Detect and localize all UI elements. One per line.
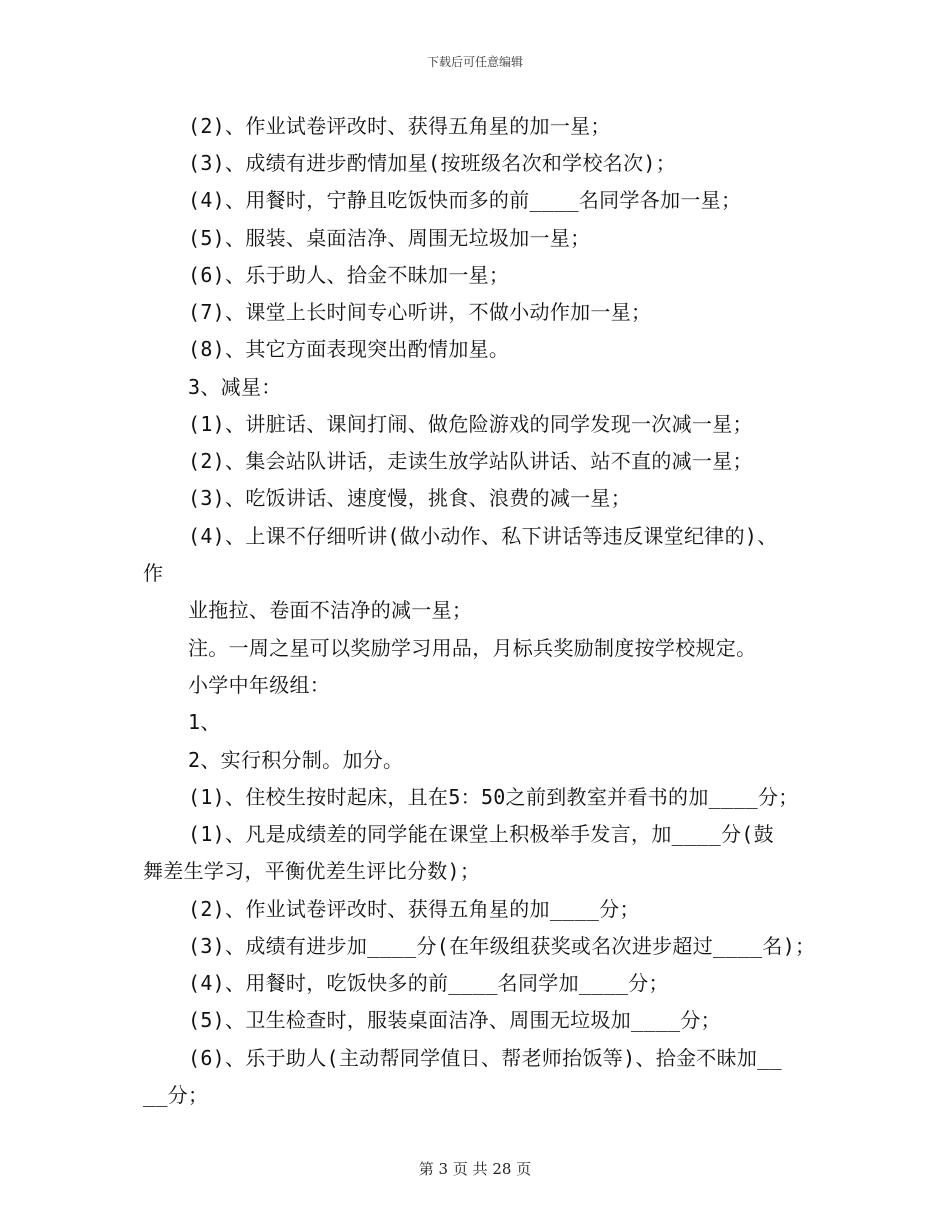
text-line: (4)、上课不仔细听讲(做小动作、私下讲话等违反课堂纪律的)、: [188, 524, 778, 548]
page-header-note: 下载后可任意编辑: [426, 55, 523, 69]
text-line: (5)、服装、桌面洁净、周围无垃圾加一星；: [188, 226, 591, 250]
text-line: (1)、住校生按时起床，且在5：50之前到教室并看书的加____分；: [188, 785, 799, 809]
text-line: (4)、用餐时，吃饭快多的前____名同学加____分；: [188, 971, 669, 995]
text-line: (2)、作业试卷评改时、获得五角星的加____分；: [188, 897, 640, 921]
text-line: (5)、卫生检查时，服装桌面洁净、周围无垃圾加____分；: [188, 1008, 721, 1032]
text-line: (4)、用餐时，宁静且吃饭快而多的前____名同学各加一星；: [188, 188, 742, 212]
page-number: 第 3 页 共 28 页: [418, 1160, 532, 1178]
text-line: 1、: [188, 710, 221, 734]
text-line: 2、实行积分制。加分。: [188, 748, 404, 772]
text-line: (2)、作业试卷评改时、获得五角星的加一星；: [188, 114, 611, 138]
text-line: (3)、吃饭讲话、速度慢，挑食、浪费的减一星；: [188, 486, 632, 510]
text-line: (1)、凡是成绩差的同学能在课堂上积极举手发言，加____分(鼓: [188, 822, 774, 846]
text-line: (6)、乐于助人、拾金不昧加一星；: [188, 263, 510, 287]
text-line: (2)、集会站队讲话，走读生放学站队讲话、站不直的减一星；: [188, 449, 753, 473]
text-line: __分；: [143, 1083, 209, 1107]
text-line: 舞差生学习，平衡优差生评比分数)；: [143, 859, 481, 883]
text-line: (3)、成绩有进步酌情加星(按班级名次和学校名次)；: [188, 151, 677, 175]
text-line: 业拖拉、卷面不洁净的减一星；: [188, 598, 473, 622]
section-heading: 小学中年级组：: [188, 673, 331, 697]
note-line: 注。一周之星可以奖励学习用品，月标兵奖励制度按学校规定。: [188, 636, 757, 660]
section-heading: 3、减星：: [188, 375, 282, 399]
text-line: (8)、其它方面表现突出酌情加星。: [188, 337, 510, 361]
text-line: (7)、课堂上长时间专心听讲，不做小动作加一星；: [188, 300, 652, 324]
text-line: (1)、讲脏话、课间打闹、做危险游戏的同学发现一次减一星；: [188, 412, 753, 436]
text-line: 作: [143, 561, 164, 585]
text-line: (6)、乐于助人(主动帮同学值日、帮老师抬饭等)、拾金不昧加__: [188, 1046, 782, 1070]
text-line: (3)、成绩有进步加____分(在年级组获奖或名次进步超过____名)；: [188, 934, 816, 958]
